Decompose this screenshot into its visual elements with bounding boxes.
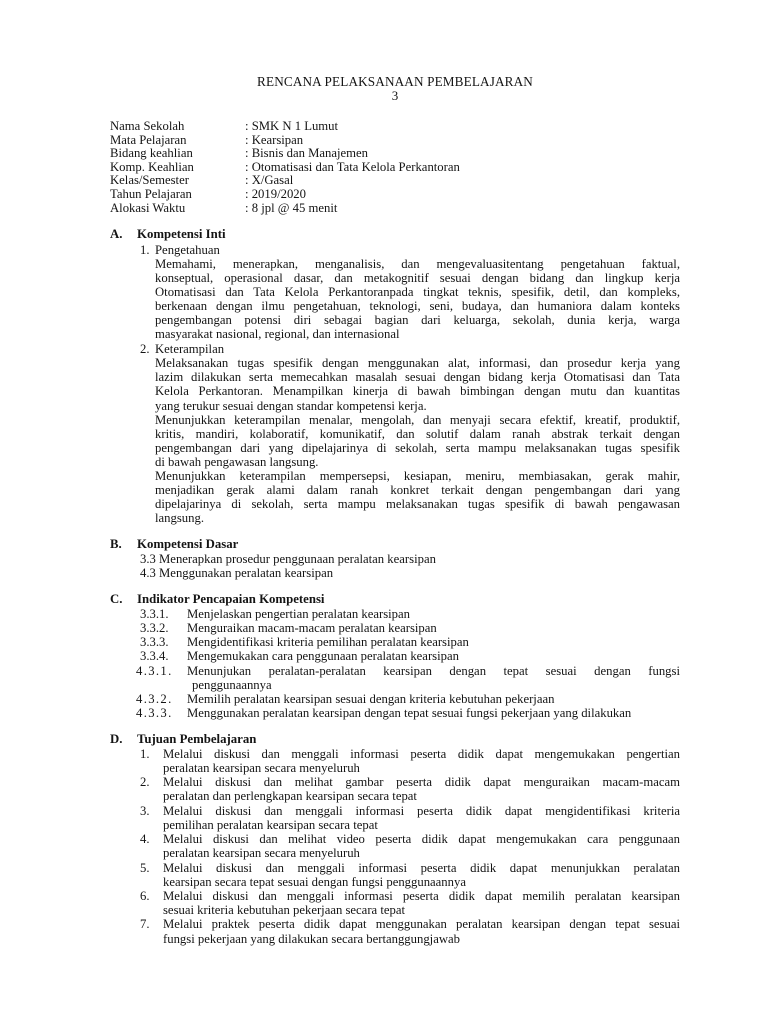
goal-text [163,889,680,917]
paragraph-line: pengembangan potensi diri sebagai bagian dari keluarga, sekolah, dunia kerja, warga [155,313,680,328]
table-row [110,147,460,161]
paragraph-line: Kelola Perkantoran. Menampilkan kinerja di bawah bimbingan dengan mutu dan kuantitas [155,384,680,399]
goal-number: 7. [140,917,150,932]
paragraph-line: berkenaan dengan ilmu pengetahuan, teknologi, seni, budaya, dan humaniora dalam konteks [155,298,680,313]
indicator-text [187,664,680,678]
subsection-number: 2. [140,342,150,357]
section-letter: D. [110,732,123,747]
identity-label: Nama Sekolah [110,119,185,133]
indicator-text: Mengemukakan cara penggunaan peralatan kearsipan [187,649,459,664]
paragraph-line: Otomatisasi dan Tata Kelola Perkantoranpada tingkat teknis, spesifik, detil, dan kompleks, [155,284,680,299]
section-title: Tujuan Pembelajaran [137,732,257,747]
goal-line: Melalui diskusi dan menggali informasi peserta didik dapat menunjukkan peralatan [163,860,680,875]
paragraph-line: kritis, mandiri, kolaboratif, komunikatif, dan solutif dalam ranah abstrak terkait dengan [155,426,680,441]
indicator-code: 3.3.4. [140,649,169,664]
goal-text [163,861,680,889]
paragraph-line: Melaksanakan tugas spesifik dengan menggunakan alat, informasi, dan prosedur kerja yang [155,356,680,371]
table-row [110,188,460,202]
identity-label: Alokasi Waktu [110,200,186,215]
section-kompetensi-dasar [110,537,680,580]
paragraph-line: pengembangan dari yang dipelajarinya di sekolah, serta mampu melaksanakan tugas spesifik [155,440,680,455]
paragraph-line: Memahami, menerapkan, menganalisis, dan mengevaluasitentang pengetahuan faktual, [155,256,680,271]
goal-text [163,832,680,860]
list-item [140,621,680,635]
list-item [140,635,680,649]
subsection-heading [140,243,680,257]
goal-text [163,775,680,803]
section-heading [110,227,680,242]
paragraph-line: di bawah pengawasan langsung. [155,454,319,469]
indicator-text: Mengidentifikasi kriteria pemilihan peralatan kearsipan [187,635,469,650]
list-item [136,706,680,721]
goal-line: peralatan kearsipan secara menyeluruh [163,761,360,776]
goal-line: Melalui diskusi dan melihat gambar peserta didik dapat menguraikan macam-macam [163,775,680,790]
paragraph-line: dipelajarinya di sekolah, serta mampu melaksanakan tugas spesifik di bawah pengawasan [155,497,680,512]
indicator-text: Memilih peralatan kearsipan sesuai dengan kriteria kebutuhan pekerjaan [187,691,555,706]
goal-line: Melalui diskusi dan melihat video peserta didik dapat mengemukakan cara penggunaan [163,832,680,847]
goal-line: peralatan dan perlengkapan kearsipan secara tepat [163,789,417,804]
list-item [140,917,680,945]
paragraph-line: konseptual, operasional dasar, dan metakognitif sesuai dengan bidang dan lingkup kerja [155,270,680,285]
subsection-label: Keterampilan [155,342,225,357]
indicator-line: Menunjukan peralatan-peralatan kearsipan dengan tepat sesuai dengan fungsi [187,663,680,678]
list-item [140,747,680,775]
indicator-code: 4.3.3. [136,706,173,721]
goal-number: 2. [140,775,150,790]
document-body [110,74,680,946]
paragraph-line: lazim dilakukan serta memecahkan masalah sesuai dengan bidang kerja Otomatisasi dan Tata [155,370,680,385]
goal-number: 4. [140,832,150,847]
table-row [110,120,460,134]
goal-line: peralatan kearsipan secara menyeluruh [163,846,360,861]
indicator-code: 4.3.2. [136,691,173,706]
list-item [140,607,680,621]
indicator-text: Menguraikan macam-macam peralatan kearsipan [187,620,437,635]
identity-value: : 8 jpl @ 45 menit [245,200,338,215]
goal-number: 1. [140,746,150,761]
goal-line: Melalui praktek peserta didik dapat menggunakan peralatan kearsipan dengan tepat sesuai [163,917,680,932]
subsection-keterampilan [140,342,680,356]
goal-line: Melalui diskusi dan menggali informasi peserta didik dapat mengemukakan pengertian [163,746,680,761]
goal-number: 6. [140,888,150,903]
identity-value: : Otomatisasi dan Tata Kelola Perkantoran [245,159,460,174]
identity-label: Mata Pelajaran [110,132,187,147]
section-indikator [110,592,680,720]
section-heading [110,592,680,607]
identity-value: : SMK N 1 Lumut [245,119,339,133]
indicator-code: 3.3.1. [140,606,169,621]
identity-value: : Kearsipan [245,132,304,147]
identity-label: Tahun Pelajaran [110,186,192,201]
page-number: 3 [391,88,399,103]
goal-line: Melalui diskusi dan menggali informasi peserta didik dapat mengidentifikasi kriteria [163,803,680,818]
subsection-pengetahuan [140,243,680,257]
subsection-label: Pengetahuan [155,242,220,257]
subsection-heading [140,342,680,356]
indicator-code: 4.3.1. [136,663,173,678]
goal-text [163,917,680,945]
table-row [110,202,460,216]
pengetahuan-paragraph [155,257,680,342]
indicator-text: Menjelaskan pengertian peralatan kearsipan [187,606,410,621]
indicator-text: Menggunakan peralatan kearsipan dengan tepat sesuai fungsi pekerjaan yang dilakukan [187,706,632,721]
subsection-number: 1. [140,242,150,257]
table-row [110,174,460,188]
list-item [136,691,680,706]
section-heading [110,732,680,747]
goal-line: sesuai kriteria kebutuhan pekerjaan secara tepat [163,903,405,918]
paragraph-line: masyarakat nasional, regional, dan internasional [155,327,400,342]
section-tujuan [110,732,680,945]
table-row [110,161,460,175]
list-item [140,804,680,832]
identity-value: : Bisnis dan Manajemen [245,146,368,161]
section-letter: A. [110,227,123,242]
keterampilan-paragraph [155,356,680,525]
identity-label: Kelas/Semester [110,173,189,188]
list-item [140,649,680,663]
goal-line: Melalui diskusi dan menggali informasi peserta didik dapat memilih peralatan kearsipan [163,888,680,903]
identity-table [110,120,460,215]
identity-label: Bidang keahlian [110,146,193,161]
list-item [140,889,680,917]
table-row [110,134,460,148]
goal-line: fungsi pekerjaan yang dilakukan secara bertanggungjawab [163,931,460,946]
paragraph-line: Menunjukkan keterampilan mempersepsi, kesiapan, meniru, membiasakan, gerak mahir, [155,468,680,483]
indicator-code: 3.3.3. [140,635,169,650]
section-letter: C. [110,592,123,607]
goal-number: 5. [140,860,150,875]
identity-label: Komp. Keahlian [110,159,194,174]
section-letter: B. [110,537,122,552]
list-item: 3.3 Menerapkan prosedur penggunaan peralatan kearsipan [140,551,436,566]
goal-text [163,747,680,775]
indicator-code: 3.3.2. [140,620,169,635]
goal-number: 3. [140,803,150,818]
section-title: Indikator Pencapaian Kompetensi [137,592,325,607]
paragraph-line: yang terukur sesuai dengan standar kompetensi kerja. [155,398,427,413]
paragraph-line: menjadikan gerak alami dalam ranah konkret terkait dengan pengembangan dari yang [155,483,680,498]
paragraph-line: langsung. [155,511,204,526]
identity-value: : X/Gasal [245,173,294,188]
section-heading [110,537,680,552]
section-title: Kompetensi Inti [137,227,226,242]
list-item [140,775,680,803]
section-title: Kompetensi Dasar [137,537,239,552]
goal-text [163,804,680,832]
goal-line: kearsipan secara tepat sesuai dengan fungsi penggunaannya [163,874,466,889]
list-item: 4.3 Menggunakan peralatan kearsipan [140,566,334,581]
list-item [140,861,680,889]
indicator-continuation: penggunaannya [192,677,272,692]
list-item [136,663,680,678]
page-title: RENCANA PELAKSANAAN PEMBELAJARAN [257,74,533,89]
section-kompetensi-inti [110,227,680,525]
paragraph-line: Menunjukkan keterampilan menalar, mengolah, dan menyaji secara efektif, kreatif, produktif, [155,412,680,427]
list-item [140,832,680,860]
goal-line: pemilihan peralatan kearsipan secara tepat [163,817,378,832]
identity-value: : 2019/2020 [245,186,306,201]
